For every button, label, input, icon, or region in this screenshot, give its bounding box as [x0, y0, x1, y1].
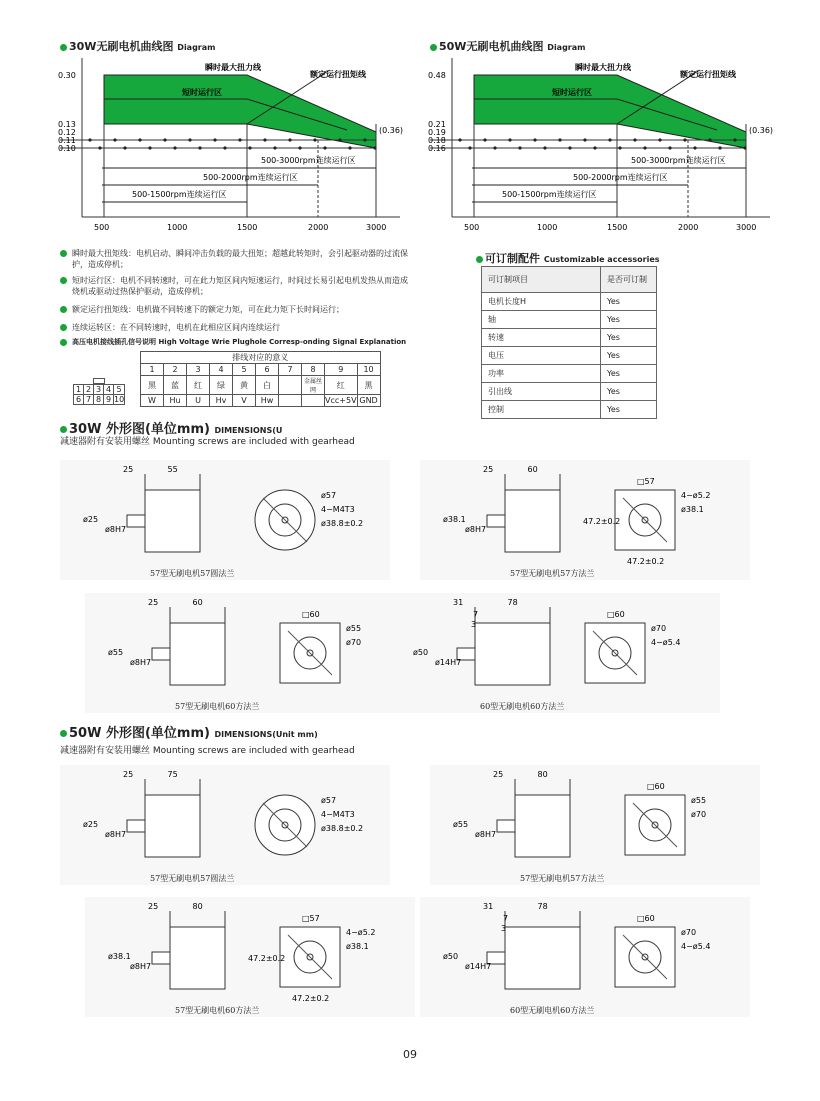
y-tick-label: 0.11 — [58, 136, 76, 145]
flange-dim-label: □60 — [637, 914, 655, 923]
value-cell: Yes — [601, 347, 657, 365]
cell: 蓝 — [164, 376, 187, 395]
cell: 绿 — [210, 376, 233, 395]
max-torque-label: 瞬时最大扭力线 — [575, 63, 631, 72]
row-pins — [141, 364, 381, 376]
cell: W — [141, 395, 164, 407]
cell: 白 — [256, 376, 279, 395]
marker — [743, 146, 746, 149]
shaft-dim-label: ø8H7 — [130, 658, 152, 667]
marker — [533, 138, 536, 141]
rated-torque-label: 额定运行扭矩线 — [680, 70, 736, 79]
marker — [668, 146, 671, 149]
dim-label: 25 — [123, 770, 134, 779]
bullet-icon — [476, 256, 483, 263]
marker — [468, 146, 471, 149]
marker — [693, 146, 696, 149]
bullet-icon — [60, 250, 67, 257]
table-row — [482, 267, 657, 293]
marker — [518, 146, 521, 149]
rated-torque-label: 额定运行扭矩线 — [310, 70, 366, 79]
pin-cell: 5 — [114, 385, 125, 395]
dim-label: 7 — [503, 914, 509, 923]
marker — [558, 138, 561, 141]
shaft-dim-label: ø50 — [413, 648, 429, 657]
marker — [263, 138, 266, 141]
value-cell: Yes — [601, 401, 657, 419]
dim-title-en: DIMENSIONS(Unit mm) — [214, 730, 318, 739]
cell: 5 — [233, 364, 256, 376]
row-signals — [141, 395, 381, 407]
dim-label: 25 — [148, 598, 159, 607]
marker — [123, 146, 126, 149]
accessories-title — [476, 250, 660, 266]
shaft-dim-label: ø38.1 — [108, 952, 131, 961]
marker — [173, 146, 176, 149]
end-label: (0.36) — [749, 126, 774, 135]
dim-label: 7 — [473, 610, 479, 619]
x-tick-label: 2000 — [308, 223, 329, 232]
pin-cell: 4 — [104, 385, 114, 395]
y-tick-label: 0.12 — [58, 128, 76, 137]
marker — [633, 138, 636, 141]
shaft-dim-label: ø8H7 — [105, 525, 127, 534]
pin-cell: 7 — [84, 395, 94, 405]
marker — [733, 138, 736, 141]
front-dim-label: 4−ø5.4 — [681, 942, 711, 951]
motor-shaft — [497, 820, 515, 832]
marker — [198, 146, 201, 149]
cell: 红 — [325, 376, 358, 395]
y-tick-label: 0.19 — [428, 128, 446, 137]
motor-body — [475, 623, 550, 685]
note-text: 瞬时最大扭矩线：电机启动、瞬间冲击负载的最大扭矩；超越此转矩时，会引起驱动器的过流保护，造成停机； — [72, 249, 408, 269]
front-dim-label: ø38.1 — [346, 942, 369, 951]
bullet-icon — [60, 730, 67, 737]
marker — [213, 138, 216, 141]
x-tick-label: 3000 — [366, 223, 387, 232]
y-tick-label: 0.30 — [58, 71, 76, 80]
bullet-icon — [60, 277, 67, 284]
motor-shaft — [487, 515, 505, 527]
dim50-1-drawing — [430, 765, 760, 885]
zone-label-z1500: 500-1500rpm连续运行区 — [502, 190, 597, 199]
value-cell: Yes — [601, 383, 657, 401]
cell: 1 — [141, 364, 164, 376]
marker — [163, 138, 166, 141]
cell: 黄 — [233, 376, 256, 395]
marker — [273, 146, 276, 149]
marker — [298, 146, 301, 149]
y-tick-label: 0.13 — [58, 120, 76, 129]
front-dim-label: ø38.8±0.2 — [321, 519, 364, 528]
item-cell: 轴 — [482, 311, 601, 329]
shaft-dim-label: ø50 — [443, 952, 459, 961]
front-dim-label: 47.2±0.2 — [248, 954, 286, 963]
y-tick-label: 0.10 — [58, 144, 76, 153]
flange-dim-label: □60 — [302, 610, 320, 619]
pin-cell: 10 — [114, 395, 125, 404]
title-en: Diagram — [177, 43, 216, 52]
table-title: 排线对应的意义 — [141, 352, 381, 364]
motor-body — [145, 795, 200, 857]
front-dim-label: ø70 — [691, 810, 707, 819]
table-row — [482, 383, 657, 401]
motor-shaft — [152, 952, 170, 964]
front-dim-label: 47.2±0.2 — [627, 557, 665, 566]
table-row — [482, 311, 657, 329]
cell: GND — [357, 395, 380, 407]
dim30-0-drawing — [60, 460, 390, 580]
dim-label: 25 — [493, 770, 504, 779]
marker — [683, 138, 686, 141]
marker — [98, 146, 101, 149]
title-text: 50W无刷电机曲线图 — [439, 40, 544, 53]
shaft-dim-label: ø25 — [83, 515, 99, 524]
front-dim-label: 47.2±0.2 — [292, 994, 330, 1003]
front-dim-label: ø55 — [691, 796, 707, 805]
front-dim-label: 4−M4T3 — [321, 505, 355, 514]
dim50-title — [60, 722, 318, 741]
pin-cell: 1 — [74, 385, 84, 395]
note-item — [60, 275, 410, 297]
dim-label: 60 — [192, 598, 203, 607]
acc-title-text: 可订制配件 — [485, 252, 540, 265]
dim-title-text: 30W 外形图(单位mm) — [69, 422, 210, 437]
table-row — [482, 329, 657, 347]
bullet-icon — [60, 426, 67, 433]
note-item — [60, 322, 410, 333]
note-text: 额定运行扭矩线：电机做不同转速下的额定力矩，可在此力矩下长时间运行； — [72, 305, 344, 314]
torque-chart-50w — [370, 0, 790, 240]
cell — [279, 376, 302, 395]
front-dim-label: ø38.8±0.2 — [321, 824, 364, 833]
dim-label: 75 — [167, 770, 178, 779]
dim-label: 3 — [471, 620, 477, 629]
marker — [493, 146, 496, 149]
zone-label-z3000: 500-3000rpm连续运行区 — [631, 156, 726, 165]
marker — [568, 146, 571, 149]
dim-label: 25 — [483, 465, 494, 474]
motor-shaft — [127, 515, 145, 527]
wiring-title-en: High Voltage Wrie Plughole Corresp-onding Signal Explanation — [158, 338, 407, 346]
table-row — [482, 347, 657, 365]
cell: 4 — [210, 364, 233, 376]
pin-cell: 3 — [94, 385, 104, 395]
bullet-icon — [60, 306, 67, 313]
marker — [583, 138, 586, 141]
x-tick-label: 1000 — [167, 223, 188, 232]
x-tick-label: 500 — [464, 223, 480, 232]
x-tick-label: 3000 — [736, 223, 757, 232]
front-dim-label: ø57 — [321, 491, 337, 500]
drawing-caption: 60型无刷电机60方法兰 — [510, 1006, 595, 1015]
dim-label: 78 — [537, 902, 548, 911]
cell: 黑 — [357, 376, 380, 395]
dim-title-en: DIMENSIONS(U — [214, 426, 283, 435]
drawing-caption: 60型无刷电机60方法兰 — [480, 702, 565, 711]
front-dim-label: 4−ø5.2 — [346, 928, 376, 937]
dim30-3-drawing — [390, 593, 720, 713]
pin-cell: 6 — [74, 395, 84, 405]
short-time-zone — [474, 75, 746, 148]
shaft-dim-label: ø8H7 — [105, 830, 127, 839]
front-dim-label: ø70 — [346, 638, 362, 647]
motor-body — [505, 490, 560, 552]
dim30-1-drawing — [420, 460, 750, 580]
cell: Vcc+5V — [325, 396, 357, 405]
marker — [508, 138, 511, 141]
item-cell: 功率 — [482, 365, 601, 383]
marker — [238, 138, 241, 141]
wiring-title — [60, 337, 420, 348]
torque-chart-30w — [0, 0, 420, 240]
marker — [618, 146, 621, 149]
motor-body — [505, 927, 580, 989]
front-dim-label: ø70 — [651, 624, 667, 633]
shaft-dim-label: ø14H7 — [465, 962, 492, 971]
cell: 9 — [325, 364, 358, 376]
cell — [302, 395, 325, 407]
shaft-dim-label: ø55 — [453, 820, 469, 829]
dim30-2-drawing — [85, 593, 415, 713]
drawing-caption: 57型无刷电机57圆法兰 — [150, 874, 235, 883]
cell — [279, 395, 302, 407]
marker — [288, 138, 291, 141]
marker — [593, 146, 596, 149]
motor-shaft — [127, 820, 145, 832]
motor-body — [170, 927, 225, 989]
dim-label: 80 — [537, 770, 548, 779]
dim-label: 25 — [123, 465, 134, 474]
y-tick-label: 0.16 — [428, 144, 446, 153]
dim50-3-drawing — [420, 897, 750, 1017]
drawing-caption: 57型无刷电机60方法兰 — [175, 1006, 260, 1015]
front-dim-label: 4−ø5.2 — [681, 491, 711, 500]
shaft-dim-label: ø55 — [108, 648, 124, 657]
cell: Hw — [256, 395, 279, 407]
front-dim-label: ø57 — [321, 796, 337, 805]
dim50-0-drawing — [60, 765, 390, 885]
marker — [323, 146, 326, 149]
short-time-zone — [104, 75, 376, 148]
cell: Hv — [210, 395, 233, 407]
item-cell: 电压 — [482, 347, 601, 365]
dim30-subtitle: 减速器附有安装用螺丝 Mounting screws are included with gearhead — [60, 437, 355, 447]
bullet-icon — [60, 324, 67, 331]
marker — [608, 138, 611, 141]
motor-body — [145, 490, 200, 552]
shaft-dim-label: ø8H7 — [130, 962, 152, 971]
marker — [313, 138, 316, 141]
marker — [138, 138, 141, 141]
flange-dim-label: □57 — [637, 477, 655, 486]
dim-title-text: 50W 外形图(单位mm) — [69, 726, 210, 741]
marker — [348, 146, 351, 149]
drawing-caption: 57型无刷电机60方法兰 — [175, 702, 260, 711]
cell: 7 — [279, 364, 302, 376]
pin-cell: 8 — [94, 395, 104, 405]
drawing-caption: 57型无刷电机57圆法兰 — [150, 569, 235, 578]
wiring-title-text: 高压电机接线插孔信号说明 — [72, 338, 156, 346]
marker — [458, 138, 461, 141]
zone-label-z3000: 500-3000rpm连续运行区 — [261, 156, 356, 165]
marker — [643, 146, 646, 149]
front-dim-label: ø38.1 — [681, 505, 704, 514]
x-tick-label: 1500 — [607, 223, 628, 232]
marker — [188, 138, 191, 141]
pin-cell: 2 — [84, 385, 94, 395]
motor-shaft — [152, 648, 170, 660]
marker — [658, 138, 661, 141]
x-tick-label: 1500 — [237, 223, 258, 232]
connector-diagram — [73, 378, 125, 405]
cell: 8 — [302, 364, 325, 376]
row-colors — [141, 376, 381, 395]
shaft-dim-label: ø8H7 — [465, 525, 487, 534]
shaft-dim-label: ø14H7 — [435, 658, 462, 667]
marker — [708, 138, 711, 141]
note-item — [60, 248, 410, 270]
zone-label-z1500: 500-1500rpm连续运行区 — [132, 190, 227, 199]
x-tick-label: 2000 — [678, 223, 699, 232]
zone-label-z2000: 500-2000rpm连续运行区 — [573, 173, 668, 182]
shaft-dim-label: ø8H7 — [475, 830, 497, 839]
x-tick-label: 500 — [94, 223, 110, 232]
item-cell: 电机长度H — [482, 293, 601, 311]
dim-label: 60 — [527, 465, 538, 474]
cell: 黑 — [141, 376, 164, 395]
marker — [718, 146, 721, 149]
marker — [338, 138, 341, 141]
max-torque-label: 瞬时最大扭力线 — [205, 63, 261, 72]
value-cell: Yes — [601, 311, 657, 329]
cell: V — [233, 395, 256, 407]
value-cell: Yes — [601, 365, 657, 383]
dim-label: 80 — [192, 902, 203, 911]
item-cell: 可订制项目 — [482, 267, 601, 293]
flange-dim-label: □57 — [302, 914, 320, 923]
item-cell: 转速 — [482, 329, 601, 347]
marker — [248, 146, 251, 149]
cell: 10 — [357, 364, 380, 376]
dim-label: 31 — [483, 902, 494, 911]
note-item — [60, 304, 410, 315]
table-row — [482, 293, 657, 311]
marker — [88, 138, 91, 141]
cell: 3 — [187, 364, 210, 376]
table-row — [482, 365, 657, 383]
dim-label: 3 — [501, 924, 507, 933]
y-tick-label: 0.21 — [428, 120, 446, 129]
wiring-table — [140, 351, 381, 407]
front-dim-label: 4−M4T3 — [321, 810, 355, 819]
marker — [223, 146, 226, 149]
page-number: 09 — [403, 1048, 417, 1061]
note-text: 连续运转区：在不同转速时，电机在此相应区间内连续运行 — [72, 323, 280, 332]
dim-label: 78 — [507, 598, 518, 607]
front-dim-label: ø55 — [346, 624, 362, 633]
shaft-dim-label: ø25 — [83, 820, 99, 829]
value-cell: Yes — [601, 329, 657, 347]
value-cell: 是否可订制 — [601, 267, 657, 293]
table-row — [482, 401, 657, 419]
front-dim-label: 4−ø5.4 — [651, 638, 681, 647]
drawing-caption: 57型无刷电机57方法兰 — [510, 569, 595, 578]
flange-dim-label: □60 — [647, 782, 665, 791]
zone-label-z2000: 500-2000rpm连续运行区 — [203, 173, 298, 182]
shaft-dim-label: ø38.1 — [443, 515, 466, 524]
marker — [113, 138, 116, 141]
short-zone-label: 短时运行区 — [552, 88, 592, 97]
end-label: (0.36) — [379, 126, 404, 135]
marker — [148, 146, 151, 149]
dim50-2-drawing — [85, 897, 415, 1017]
x-tick-label: 1000 — [537, 223, 558, 232]
motor-body — [170, 623, 225, 685]
marker — [543, 146, 546, 149]
dim-label: 25 — [148, 902, 159, 911]
y-tick-label: 0.48 — [428, 71, 446, 80]
note-text: 短时运行区：电机不同转速时，可在此力矩区间内短速运行，时间过长易引起电机发热从而造成烧机或驱动过热保护驱动，造成停机； — [72, 276, 408, 296]
marker — [363, 138, 366, 141]
front-dim-label: ø70 — [681, 928, 697, 937]
item-cell: 控制 — [482, 401, 601, 419]
flange-dim-label: □60 — [607, 610, 625, 619]
title-text: 30W无刷电机曲线图 — [69, 40, 174, 53]
pin-cell: 9 — [104, 395, 114, 405]
front-dim-label: 47.2±0.2 — [583, 517, 621, 526]
short-zone-label: 短时运行区 — [182, 88, 222, 97]
value-cell: Yes — [601, 293, 657, 311]
cell: Hu — [164, 395, 187, 407]
dim-label: 31 — [453, 598, 464, 607]
motor-body — [515, 795, 570, 857]
accessories-table — [481, 266, 657, 419]
dim-label: 55 — [167, 465, 178, 474]
cell: U — [187, 395, 210, 407]
marker — [483, 138, 486, 141]
acc-title-en: Customizable accessories — [543, 255, 660, 264]
drawing-caption: 57型无刷电机57方法兰 — [520, 874, 605, 883]
cell: 红 — [187, 376, 210, 395]
dim50-subtitle: 减速器附有安装用螺丝 Mounting screws are included with gearhead — [60, 746, 355, 756]
cell: 2 — [164, 364, 187, 376]
y-tick-label: 0.18 — [428, 136, 446, 145]
bullet-icon — [60, 339, 67, 346]
cell: 金属丝网 — [302, 376, 325, 395]
cell: 6 — [256, 364, 279, 376]
item-cell: 引出线 — [482, 383, 601, 401]
title-en: Diagram — [547, 43, 586, 52]
